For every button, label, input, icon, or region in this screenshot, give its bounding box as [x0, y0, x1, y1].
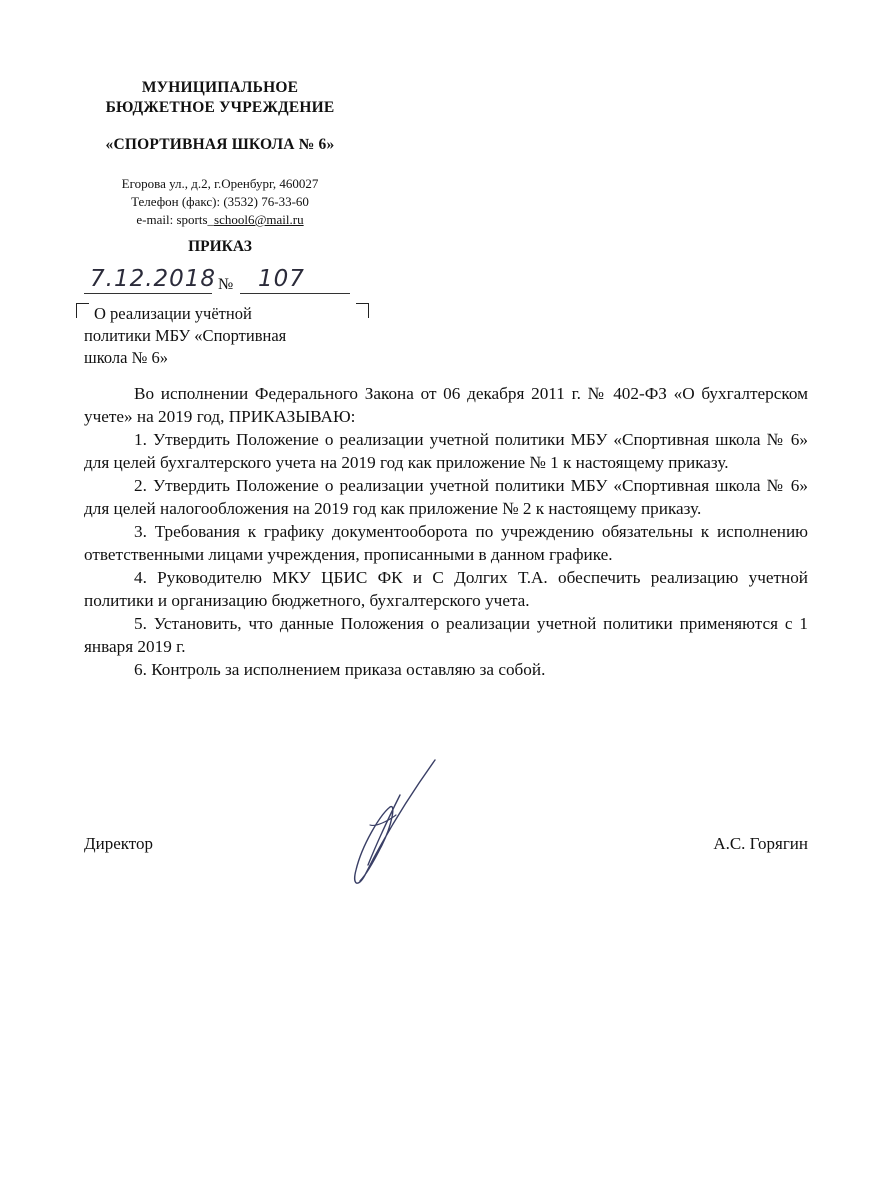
org-email — [60, 211, 380, 229]
email-link[interactable]: school6@mail.ru — [214, 212, 304, 227]
order-date: 7.12.2018 — [90, 266, 217, 292]
subject-line1: О реализации учётной — [94, 304, 252, 323]
subject-line2: политики МБУ «Спортивная — [84, 326, 287, 345]
order-body — [84, 382, 808, 681]
order-item-5: 5. Установить, что данные Положения о реализации учетной политики применяются с 1 января 2019 г. — [84, 614, 808, 656]
signatory-position: Директор — [84, 834, 153, 853]
director-signature — [330, 755, 450, 890]
org-name-line3: «СПОРТИВНАЯ ШКОЛА № 6» — [105, 136, 335, 153]
org-phone: Телефон (факс): (3532) 76-33-60 — [131, 194, 309, 209]
number-sign: № — [218, 276, 234, 293]
order-item-2: 2. Утвердить Положение о реализации учетной политики МБУ «Спортивная школа № 6» для целей налогообложения на 2019 год как приложение № 2 к настоящему приказу. — [84, 476, 808, 518]
order-subject — [84, 303, 374, 369]
order-item-1: 1. Утвердить Положение о реализации учетной политики МБУ «Спортивная школа № 6» для целей бухгалтерского учета на 2019 год как приложение № 1 к настоящему приказу. — [84, 430, 808, 472]
order-item-6: 6. Контроль за исполнением приказа оставляю за собой. — [134, 660, 546, 679]
subject-line3: школа № 6» — [84, 348, 168, 367]
org-name-line1: МУНИЦИПАЛЬНОЕ — [141, 79, 299, 96]
order-intro: Во исполнении Федерального Закона от 06 декабря 2011 г. № 402-ФЗ «О бухгалтерском учете» на 2019 год, ПРИКАЗЫВАЮ: — [84, 384, 808, 426]
org-name-line2: БЮДЖЕТНОЕ УЧРЕЖДЕНИЕ — [105, 99, 335, 116]
order-date-number-row — [84, 266, 384, 298]
order-item-4: 4. Руководителю МКУ ЦБИС ФК и С Долгих Т.А. обеспечить реализацию учетной политики и организацию бюджетного, бухгалтерского учета. — [84, 568, 808, 610]
number-underline — [240, 293, 350, 294]
order-title: ПРИКАЗ — [188, 238, 252, 255]
order-item-3: 3. Требования к графику документооборота по учреждению обязательны к исполнению ответственными лицами учреждения, прописанными в данном графике. — [84, 522, 808, 564]
email-prefix: e-mail: sports_ — [136, 212, 215, 227]
letterhead — [60, 78, 380, 229]
org-address: Егорова ул., д.2, г.Оренбург, 460027 — [121, 176, 319, 191]
date-underline — [84, 293, 212, 294]
signatory-name: А.С. Горягин — [713, 834, 808, 853]
order-number: 107 — [258, 266, 305, 292]
